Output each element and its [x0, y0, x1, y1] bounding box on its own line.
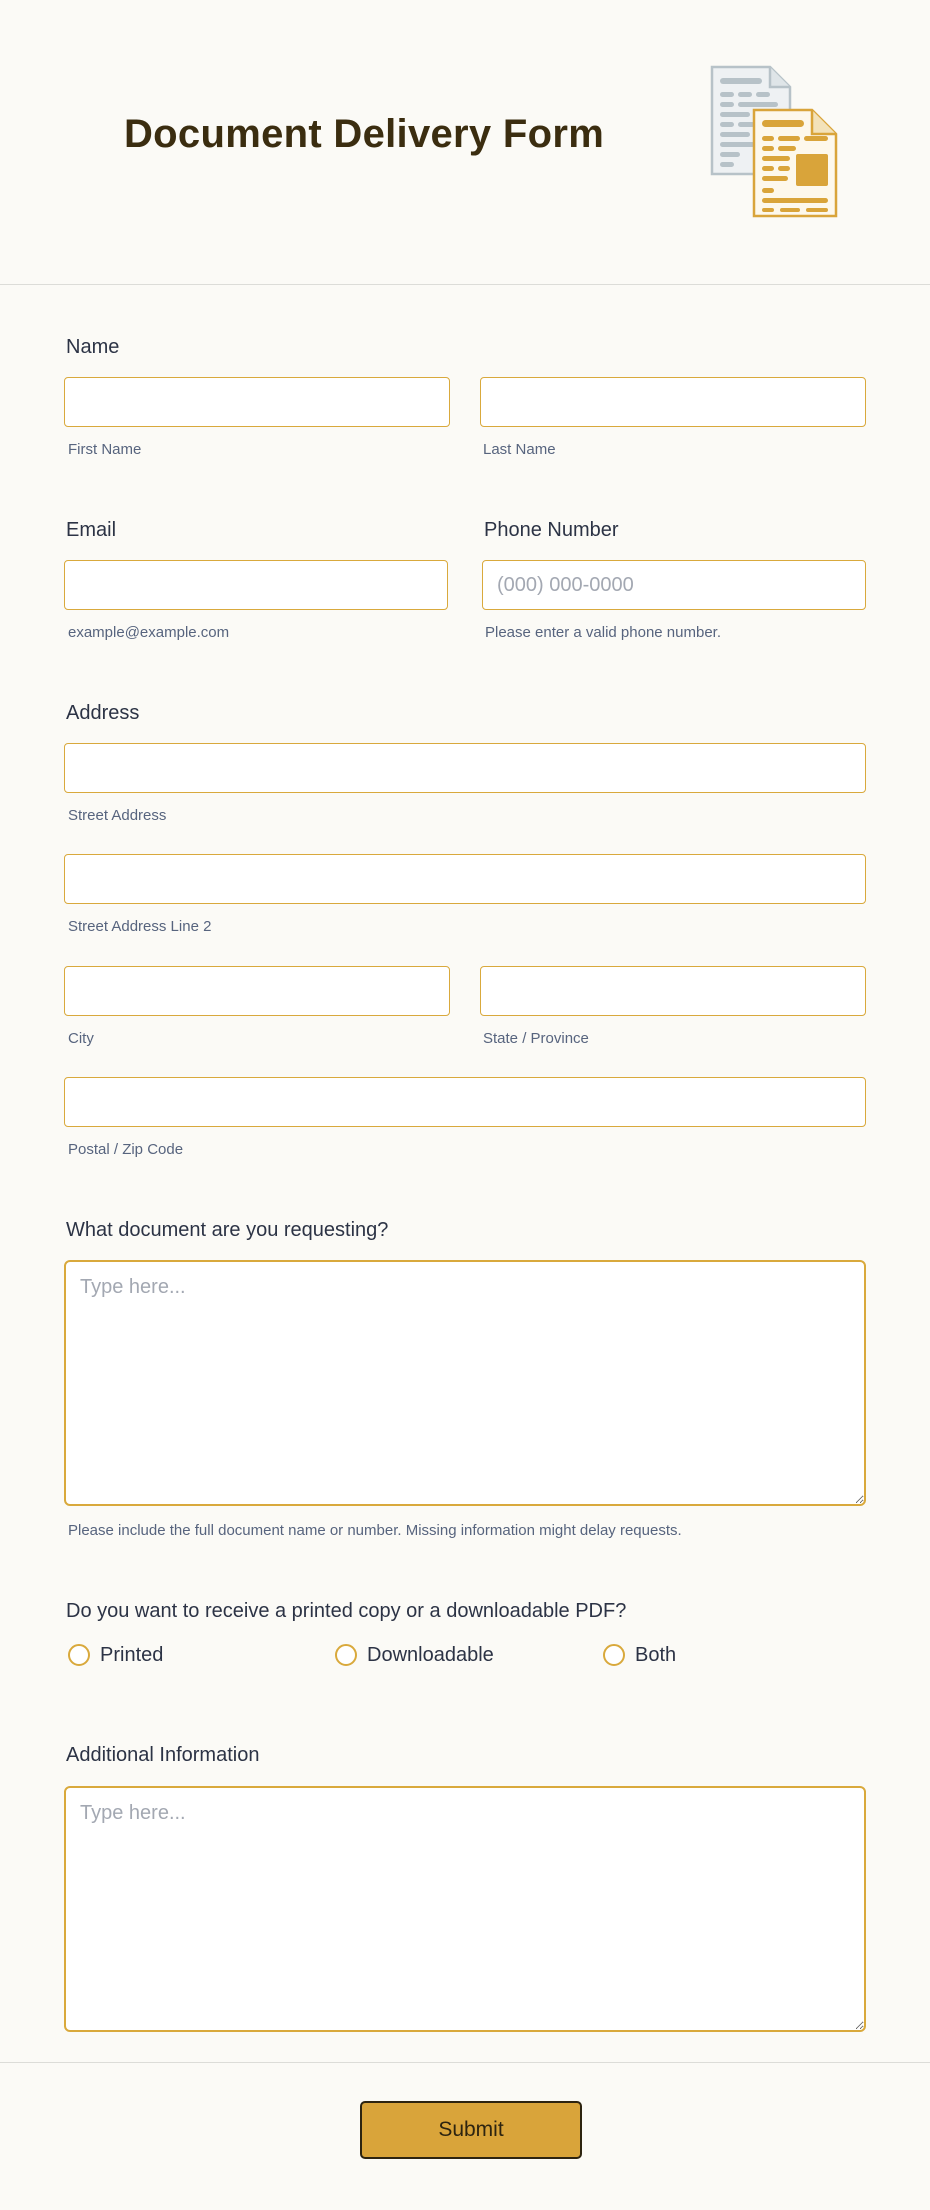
page-title: Document Delivery Form	[124, 112, 605, 156]
phone-sublabel: Please enter a valid phone number.	[485, 624, 721, 641]
delivery-format-radio-group	[68, 1638, 868, 1672]
street-address-line2-sublabel: Street Address Line 2	[68, 918, 212, 935]
document-request-label: What document are you requesting?	[66, 1219, 389, 1241]
additional-info-label: Additional Information	[66, 1744, 260, 1766]
city-sublabel: City	[68, 1030, 94, 1047]
first-name-sublabel: First Name	[68, 441, 142, 458]
document-request-sublabel: Please include the full document name or number. Missing information might delay requests.	[68, 1522, 682, 1539]
street-address-line2-input[interactable]	[64, 854, 866, 904]
city-input[interactable]	[64, 966, 450, 1016]
radio-option-printed[interactable]	[68, 1638, 163, 1672]
form-header	[0, 0, 930, 285]
postal-code-input[interactable]	[64, 1077, 866, 1127]
last-name-input[interactable]	[480, 377, 866, 427]
radio-label: Both	[635, 1643, 677, 1666]
document-request-textarea[interactable]	[64, 1260, 866, 1506]
submit-button[interactable]: Submit	[360, 2101, 582, 2159]
street-address-sublabel: Street Address	[68, 807, 167, 824]
phone-label: Phone Number	[484, 519, 619, 541]
state-sublabel: State / Province	[483, 1030, 589, 1047]
name-label: Name	[66, 336, 120, 358]
radio-option-downloadable[interactable]	[335, 1638, 494, 1672]
radio-label: Printed	[100, 1643, 164, 1666]
radio-option-both[interactable]	[603, 1638, 676, 1672]
radio-button[interactable]	[603, 1644, 625, 1666]
footer-divider	[0, 2062, 930, 2063]
last-name-sublabel: Last Name	[483, 441, 556, 458]
postal-code-sublabel: Postal / Zip Code	[68, 1141, 184, 1158]
email-sublabel: example@example.com	[68, 624, 230, 641]
address-label: Address	[66, 702, 140, 724]
radio-button[interactable]	[335, 1644, 357, 1666]
email-label: Email	[66, 519, 117, 541]
street-address-input[interactable]	[64, 743, 866, 793]
additional-info-textarea[interactable]	[64, 1786, 866, 2032]
phone-input[interactable]	[482, 560, 866, 610]
documents-icon	[708, 64, 840, 220]
first-name-input[interactable]	[64, 377, 450, 427]
radio-button[interactable]	[68, 1644, 90, 1666]
radio-label: Downloadable	[367, 1643, 494, 1666]
email-input[interactable]	[64, 560, 448, 610]
delivery-format-label: Do you want to receive a printed copy or a downloadable PDF?	[66, 1600, 627, 1622]
state-input[interactable]	[480, 966, 866, 1016]
